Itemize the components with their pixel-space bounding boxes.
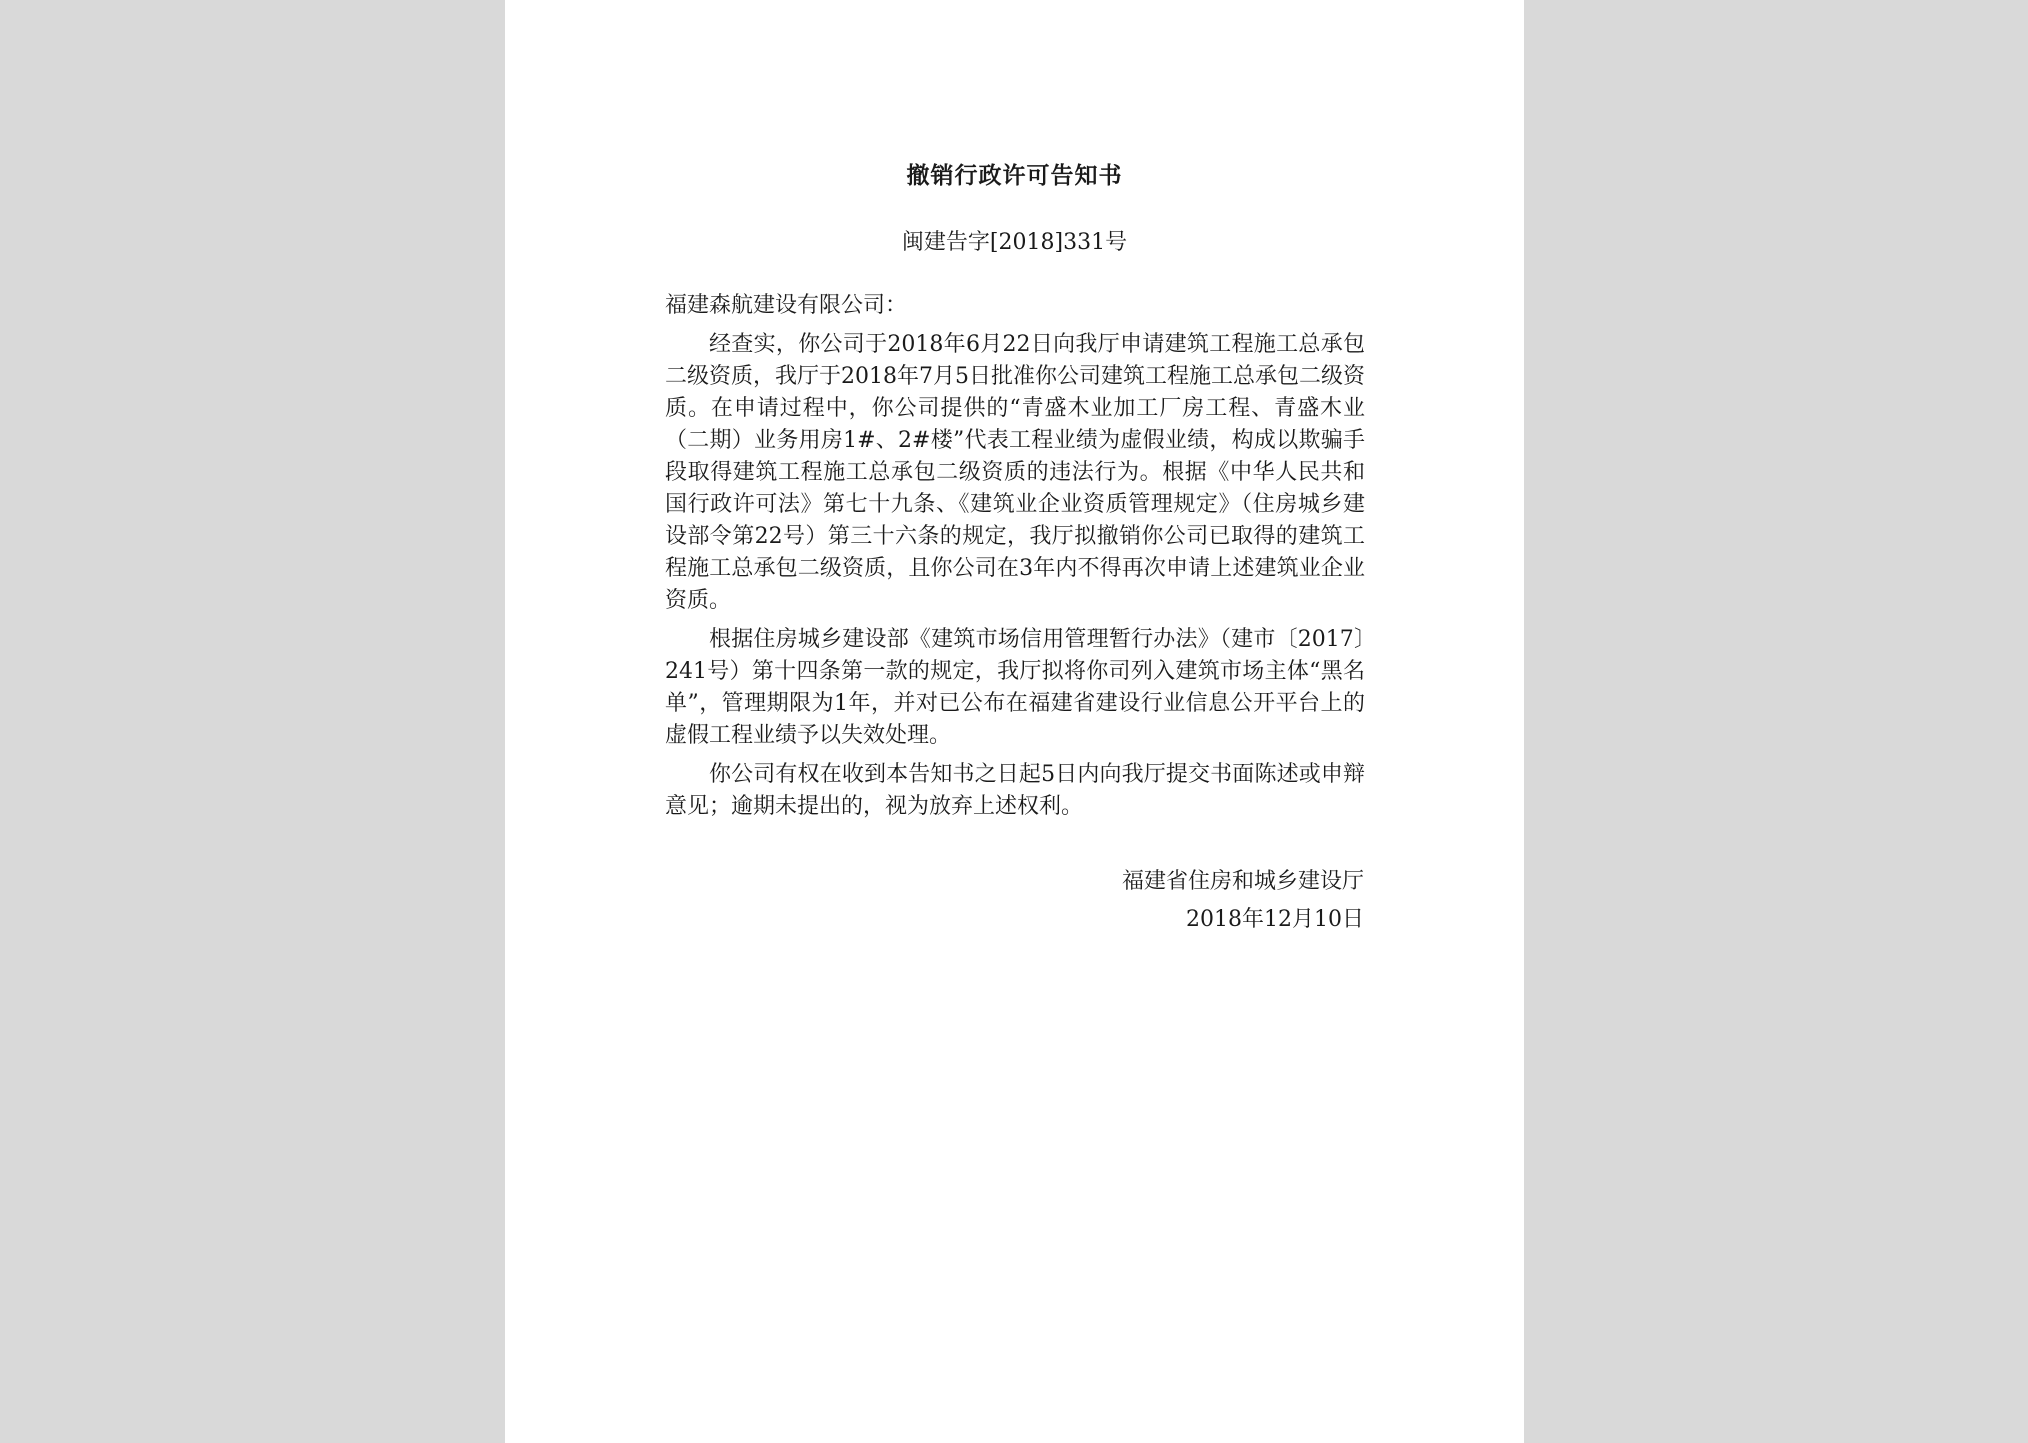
- paragraph-3: 你公司有权在收到本告知书之日起5日内向我厅提交书面陈述或申辩意见；逾期未提出的，视为放弃上述权利。: [665, 762, 1365, 819]
- issuer-name: 福建省住房和城乡建设厅: [1121, 869, 1364, 894]
- issue-date: 2018年12月10日: [1186, 907, 1364, 932]
- paragraph-2: 根据住房城乡建设部《建筑市场信用管理暂行办法》（建市〔2017〕241号）第十四条第一款的规定，我厅拟将你司列入建筑市场主体“黑名单”，管理期限为1年，并对已公布在福建省建设行业信息公开平台上的虚假工程业绩予以失效处理。: [665, 627, 1365, 748]
- document-number: 闽建告字[2018]331号: [901, 230, 1128, 255]
- document-title: 撤销行政许可告知书: [906, 162, 1123, 189]
- document-body: [665, 290, 1365, 830]
- signature-block: [1122, 863, 1364, 939]
- salutation: 福建森航建设有限公司：: [665, 293, 908, 318]
- document-page: [505, 0, 1524, 1443]
- paragraph-1: 经查实，你公司于2018年6月22日向我厅申请建筑工程施工总承包二级资质，我厅于2018年7月5日批准你公司建筑工程施工总承包二级资质。在申请过程中，你公司提供的“青盛木业加工厂房工程、青盛木业（二期）业务用房1#、2#楼”代表工程业绩为虚假业绩，构成以欺骗手段取得建筑工程施工总承包二级资质的违法行为。根据《中华人民共和国行政许可法》第七十九条、《建筑业企业资质管理规定》（住房城乡建设部令第22号）第三十六条的规定，我厅拟撤销你公司已取得的建筑工程施工总承包二级资质，且你公司在3年内不得再次申请上述建筑业企业资质。: [665, 332, 1365, 613]
